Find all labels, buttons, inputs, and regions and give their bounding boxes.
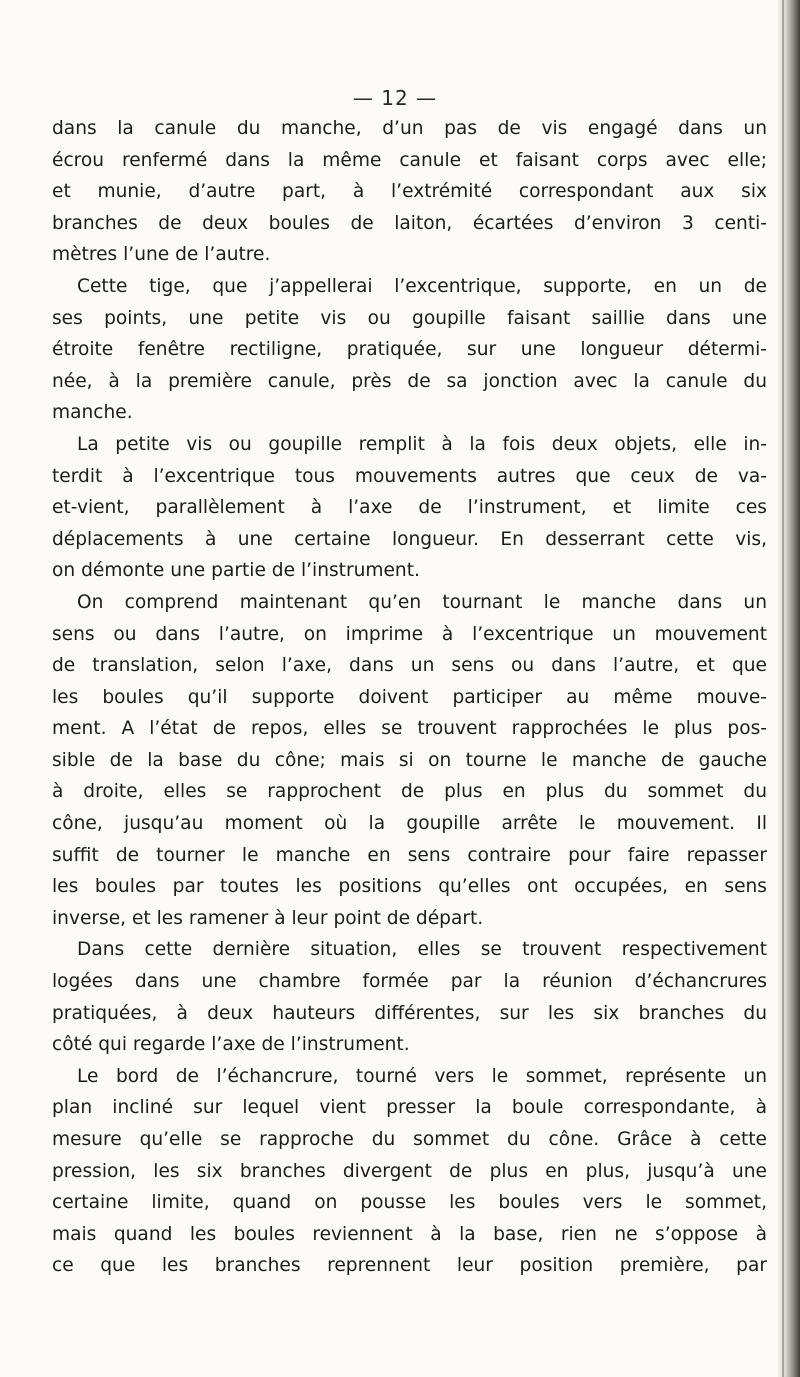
text-line: de translation, selon l’axe, dans un sens ou dans l’autre, et que xyxy=(52,655,767,677)
text-line: les boules qu’il supporte doivent participer au même mouve- xyxy=(52,686,767,708)
text-line: Cette tige, que j’appellerai l’excentrique, supporte, en un de xyxy=(77,275,767,297)
text-line: les boules par toutes les positions qu’elles ont occupées, en sens xyxy=(52,876,767,898)
text-line: et-vient, parallèlement à l’axe de l’instrument, et limite ces xyxy=(52,497,767,519)
text-line: mais quand les boules reviennent à la base, rien ne s’oppose à xyxy=(52,1223,767,1245)
text-line: déplacements à une certaine longueur. En desserrant cette vis, xyxy=(52,528,767,550)
text-line: pratiquées, à deux hauteurs différentes, sur les six branches du xyxy=(52,1002,767,1024)
text-line: plan incliné sur lequel vient presser la boule correspondante, à xyxy=(52,1097,767,1119)
text-line: branches de deux boules de laiton, écartées d’environ 3 centi- xyxy=(52,212,767,234)
text-line: mètres l’une de l’autre. xyxy=(52,244,271,266)
text-line: dans la canule du manche, d’un pas de vis engagé dans un xyxy=(52,118,767,139)
binding-edge xyxy=(782,0,784,1377)
text-line: Dans cette dernière situation, elles se trouvent respectivement xyxy=(77,939,767,961)
text-line: terdit à l’excentrique tous mouvements autres que ceux de va- xyxy=(52,465,767,487)
text-line: inverse, et les ramener à leur point de départ. xyxy=(52,907,484,929)
text-line: côté qui regarde l’axe de l’instrument. xyxy=(52,1034,410,1056)
text-line: mesure qu’elle se rapproche du sommet du cône. Grâce à cette xyxy=(52,1129,767,1150)
text-line: étroite fenêtre rectiligne, pratiquée, sur une longueur détermi- xyxy=(52,339,767,361)
page-number: — 12 — xyxy=(352,86,438,110)
text-line: et munie, d’autre part, à l’extrémité correspondant aux six xyxy=(52,181,767,203)
text-line: suffit de tourner le manche en sens contraire pour faire repasser xyxy=(52,844,767,866)
text-line: pression, les six branches divergent de plus en plus, jusqu’à une xyxy=(52,1160,767,1182)
text-line: certaine limite, quand on pousse les boules vers le sommet, xyxy=(52,1192,767,1214)
text-line: logées dans une chambre formée par la réunion d’échancrures xyxy=(52,971,767,993)
text-line: ses points, une petite vis ou goupille faisant saillie dans une xyxy=(52,307,767,329)
text-line: manche. xyxy=(52,402,133,424)
text-line: ce que les branches reprennent leur position première, par xyxy=(52,1255,767,1277)
text-line: sible de la base du cône; mais si on tourne le manche de gauche xyxy=(52,749,767,771)
text-line: née, à la première canule, près de sa jonction avec la canule du xyxy=(52,370,767,392)
text-line: sens ou dans l’autre, on imprime à l’excentrique un mouvement xyxy=(52,623,767,645)
text-line: on démonte une partie de l’instrument. xyxy=(52,560,420,582)
text-line: à droite, elles se rapprochent de plus en plus du sommet du xyxy=(52,781,767,803)
text-line: cône, jusqu’au moment où la goupille arrête le mouvement. Il xyxy=(52,813,767,835)
body-text xyxy=(52,113,767,1282)
text-line: La petite vis ou goupille remplit à la fois deux objets, elle in- xyxy=(77,433,767,455)
text-line: écrou renfermé dans la même canule et faisant corps avec elle; xyxy=(52,149,767,171)
text-line: Le bord de l’échancrure, tourné vers le sommet, représente un xyxy=(77,1065,767,1087)
text-line: On comprend maintenant qu’en tournant le manche dans un xyxy=(77,591,767,613)
text-line: ment. A l’état de repos, elles se trouvent rapprochées le plus pos- xyxy=(52,718,767,740)
